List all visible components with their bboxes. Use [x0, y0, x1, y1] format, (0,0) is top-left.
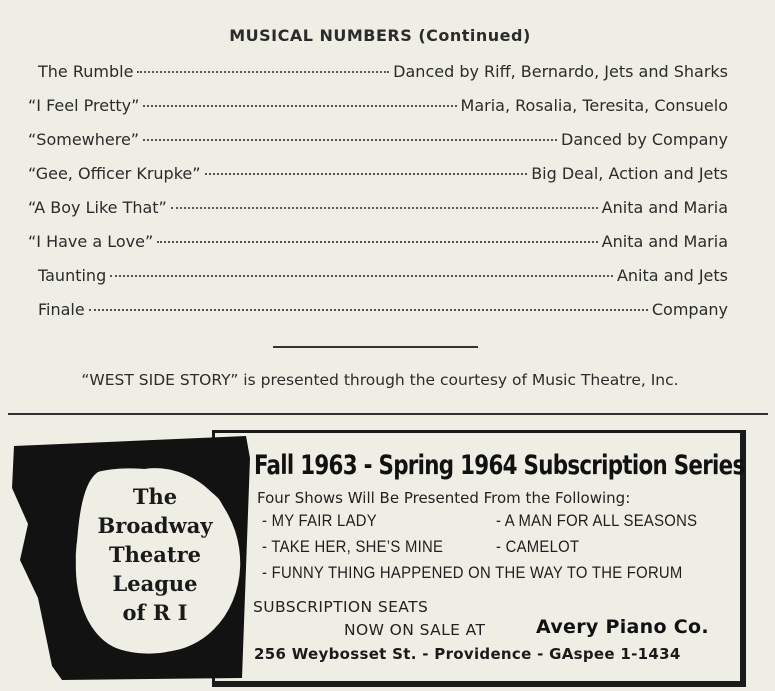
dot-leader: [205, 173, 528, 175]
number-title: “I Have a Love”: [28, 232, 154, 251]
section-heading: MUSICAL NUMBERS (Continued): [229, 26, 531, 45]
list-item: [28, 164, 728, 198]
section-divider: [273, 346, 478, 348]
list-item: [28, 96, 728, 130]
number-title: “Gee, Officer Krupke”: [28, 164, 201, 183]
seats-line-1: SUBSCRIPTION SEATS: [253, 598, 429, 616]
number-performers: Maria, Rosalia, Teresita, Consuelo: [460, 96, 728, 115]
league-logo-text: [70, 482, 240, 627]
number-performers: Anita and Maria: [601, 232, 728, 251]
number-performers: Big Deal, Action and Jets: [531, 164, 728, 183]
dot-leader: [171, 207, 598, 209]
sponsor-name: Avery Piano Co.: [536, 616, 709, 638]
dot-leader: [137, 71, 389, 73]
list-item: [28, 198, 728, 232]
logo-line: Broadway: [97, 513, 213, 538]
logo-line: Theatre: [109, 542, 201, 567]
show-item: - A MAN FOR ALL SEASONS: [496, 512, 698, 530]
show-item: - CAMELOT: [496, 538, 580, 556]
show-item: - TAKE HER, SHE’S MINE: [262, 538, 444, 556]
dot-leader: [143, 139, 557, 141]
ad-subtitle: Four Shows Will Be Presented From the Following:: [257, 489, 631, 507]
number-title: Finale: [38, 300, 85, 319]
list-item: [38, 266, 728, 300]
number-performers: Company: [651, 300, 728, 319]
dot-leader: [157, 241, 597, 243]
ad-title: Fall 1963 - Spring 1964 Subscription Series: [254, 450, 745, 481]
dot-leader: [143, 105, 456, 107]
logo-line: The: [132, 484, 178, 509]
number-title: “I Feel Pretty”: [28, 96, 140, 115]
number-title: “Somewhere”: [28, 130, 140, 149]
dot-leader: [89, 309, 648, 311]
seats-line-2: NOW ON SALE AT: [344, 621, 486, 639]
number-title: Taunting: [38, 266, 107, 285]
show-item: - MY FAIR LADY: [262, 512, 377, 530]
list-item: [38, 300, 728, 334]
courtesy-note: “WEST SIDE STORY” is presented through the courtesy of Music Theatre, Inc.: [81, 371, 679, 389]
list-item: [28, 232, 728, 266]
logo-line: League: [112, 571, 198, 596]
number-performers: Anita and Jets: [616, 266, 728, 285]
list-item: [28, 130, 728, 164]
logo-line: of R I: [122, 600, 188, 625]
page-divider: [8, 413, 768, 415]
sponsor-address: 256 Weybosset St. - Providence - GAspee 1-1434: [254, 645, 681, 663]
list-item: [38, 62, 728, 96]
number-performers: Danced by Company: [561, 130, 728, 149]
number-title: “A Boy Like That”: [28, 198, 167, 217]
number-performers: Anita and Maria: [601, 198, 728, 217]
number-performers: Danced by Riff, Bernardo, Jets and Sharks: [393, 62, 728, 81]
number-title: The Rumble: [38, 62, 134, 81]
show-item: - FUNNY THING HAPPENED ON THE WAY TO THE FORUM: [262, 564, 683, 582]
musical-numbers-list: [28, 62, 728, 334]
dot-leader: [110, 275, 613, 277]
